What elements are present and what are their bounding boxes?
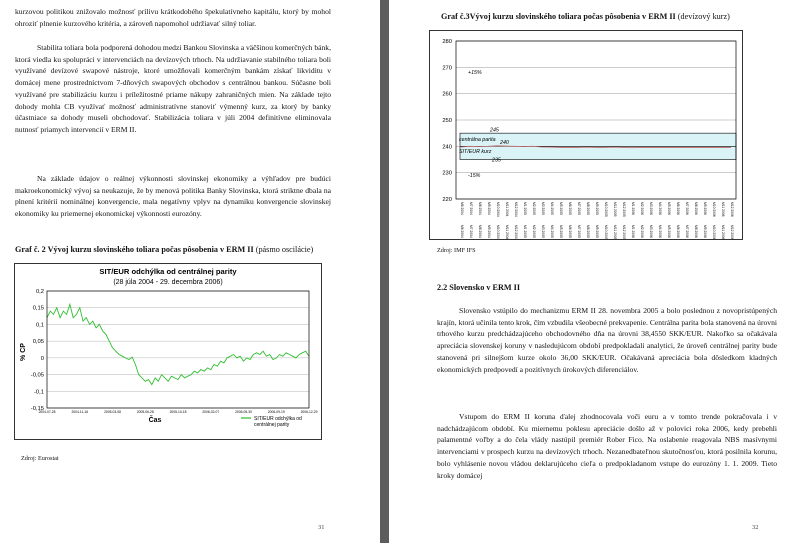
chart-2-x-tick-label: M3 2006 [649, 202, 653, 215]
chart-1-y-tick-label: 0,2 [35, 289, 44, 295]
chart-2-x-tick-label: M6 2004 [460, 202, 464, 215]
source-left: Zdroj: Eurostat [21, 455, 59, 462]
chart-2-x-tick-label-repeat: M1 2005 [523, 225, 527, 238]
chart-2-x-tick-label-repeat: M9 2006 [703, 225, 707, 238]
chart-2-x-tick-label-repeat: M12 2006 [730, 225, 734, 239]
chart-2-x-tick-label-repeat: M5 2005 [559, 225, 563, 238]
chart-1-y-tick-label: -0,1 [34, 389, 44, 396]
chart-2-x-tick-label: M1 2006 [631, 202, 635, 215]
paragraph-right-2-text: Vstupom do ERM II koruna ďalej zhodnocovala voči euru a v tomto trende pokračovala i v nadchádzajúcom období. Ku miernemu poklesu apreciácie došlo až v polovici roka 2006, kedy prebehli palamentné voľby a do čela vlády nastúpil premiér Rober Fico. Na oslabenie reagovala NBS masívnymi intervenciami v prospech kurzu na devízových trhoch. Nezanedbateľnou skutočnosťou, ktorá posilnila korunu, bolo vyhlásenie novou vládou deklarujúceho cieľa o predpokladanom vstupe do eurozóny 1. 1. 2009. Tieto kroky domácej [437, 412, 777, 480]
chart-2-y-tick-label: 280 [442, 39, 452, 45]
chart-1-x-ticks [39, 410, 318, 414]
chart-1-x-tick-label: 2006-02-07 [202, 410, 220, 414]
chart-2-x-tick-label: M3 2005 [541, 202, 545, 215]
chart-1-x-tick-label: 2006-12-29 [300, 410, 318, 414]
chart-1-ylabel: % CP [20, 343, 27, 361]
chart-2-x-tick-label-repeat: M6 2005 [568, 225, 572, 238]
chart-1-y-tick-label: -0,05 [30, 372, 44, 379]
chart-1-x-tick-label: 2005-03-08 [104, 410, 121, 414]
section-heading: 2.2 Slovensko v ERM II [437, 283, 521, 292]
chart-1-series-line [47, 304, 309, 384]
caption-3-normal: (devízový kurz) [677, 12, 730, 21]
paragraph-2 [15, 42, 331, 136]
chart-2-x-tick-label: M11 2005 [613, 202, 617, 217]
chart-1-plot-frame [47, 291, 309, 408]
chart-2-x-tick-label-repeat: M3 2006 [649, 225, 653, 238]
chart-2-x-tick-label-repeat: M1 2006 [631, 225, 635, 238]
chart-2-y-ticks [442, 39, 452, 203]
chart-sit-eur-exchange-rate [429, 30, 743, 240]
chart-2-x-tick-label: M7 2006 [685, 202, 689, 215]
chart-2-x-tick-label-repeat: M11 2006 [721, 225, 725, 239]
chart-2-y-tick-label: 250 [442, 118, 452, 124]
chart-2-x-tick-label: M2 2006 [640, 202, 644, 215]
chart-2-x-tick-label: M7 2005 [577, 202, 581, 215]
chart-2-x-tick-label: M9 2005 [595, 202, 599, 215]
paragraph-3-text: Na základe údajov o reálnej výkonnosti slovinskej ekonomiky a výhľadov pre budúci makroekonomický vývoj sa neukazuje, že by menová politika Banky Slovinska, ktorá striktne dbala na plnení kritérií nominálnej konvergencie, mala negatívny vplyv na dynamiku konvergencie slovinskej ekonomiky ku priemernej ekonomickej výkonnosti eurozóny. [15, 174, 331, 219]
chart-2-x-tick-label: M1 2005 [523, 202, 527, 215]
chart-2-annotation-minus15: -15% [468, 173, 481, 180]
chart-2-x-tick-label-repeat: M8 2004 [478, 225, 482, 238]
chart-2-x-tick-label-repeat: M10 2005 [604, 225, 608, 239]
chart-2-x-tick-label: M12 2004 [514, 202, 518, 217]
chart-2-y-tick-label: 230 [442, 170, 452, 177]
chart-2-x-tick-label-repeat: M12 2005 [622, 225, 626, 239]
chart-1-x-tick-label: 2006-05-30 [235, 410, 252, 414]
chart-2-x-tick-label-repeat: M7 2005 [577, 225, 581, 238]
document-page-right [389, 0, 800, 543]
chart-2-x-tick-label: M4 2006 [658, 202, 662, 215]
chart-2-x-tick-label-repeat: M7 2006 [685, 225, 689, 238]
chart-1-title: SIT/EUR odchýlka od centrálnej parity [99, 267, 237, 276]
chart-1-x-tick-label: 2004-07-28 [38, 410, 56, 414]
chart-1-y-tick-label: 0 [40, 355, 44, 362]
chart-2-x-tick-label-repeat: M2 2005 [532, 225, 536, 238]
page-number-right: 32 [752, 524, 759, 531]
chart-1-x-tick-label: 2005-10-18 [169, 410, 187, 414]
chart-2-x-tick-label: M6 2006 [676, 202, 680, 215]
document-page-left [0, 0, 380, 543]
chart-2-x-tick-label: M9 2006 [703, 202, 707, 215]
chart-1-x-tick-label: 2005-06-28 [136, 410, 154, 414]
chart-1-subtitle: (28 júla 2004 - 29. decembra 2006) [113, 279, 223, 286]
paragraph-right-1 [437, 305, 777, 375]
chart-2-x-tick-label: M2 2005 [532, 202, 536, 215]
chart-2-x-tick-label: M10 2006 [712, 202, 716, 217]
chart-2-x-tick-label: M4 2005 [550, 202, 554, 215]
chart-1-y-tick-label: 0,15 [32, 305, 44, 312]
chart-2-x-tick-label: M8 2005 [586, 202, 590, 215]
chart-2-annotation-kurz: SIT/EUR kurz [459, 149, 492, 156]
chart-2-x-tick-label-repeat: M10 2006 [712, 225, 716, 239]
paragraph-1: kurzovou politikou znižovalo možnosť prílivu krátkodobého špekulatívneho kapitálu, ktorý by mohol ohroziť plnenie kurzového kritéria, a zároveň napomohol udržiavať silný toliar. [15, 7, 331, 28]
chart-2-x-tick-label: M12 2005 [622, 202, 626, 217]
chart-2-x-tick-label-repeat: M2 2006 [640, 225, 644, 238]
caption-3-bold: Graf č.3Vývoj kurzu slovinského toliara počas pôsobenia v ERM II [441, 12, 676, 21]
chart-2-y-tick-label: 260 [442, 91, 452, 98]
page-gap [380, 0, 389, 543]
chart-2-y-tick-label: 240 [442, 144, 452, 151]
chart-1-y-tick-label: 0,05 [32, 339, 44, 346]
paragraph-3 [15, 173, 331, 220]
chart-2-x-tick-label: M10 2004 [496, 202, 500, 217]
chart-2-x-ticks-upper [460, 202, 734, 217]
chart-2-x-tick-label-repeat: M7 2004 [469, 225, 473, 238]
chart-1-legend-label: SIT/EUR odchýlka od centrálnej parity [254, 416, 302, 428]
chart-2-x-ticks-lower [460, 225, 734, 239]
chart-1-y-tick-label: 0,1 [35, 322, 44, 329]
chart-2-annotation-245: 245 [490, 127, 499, 134]
figure-caption-2 [15, 245, 313, 254]
chart-1-y-ticks [31, 289, 44, 412]
chart-1-x-tick-label: 2004-11-16 [71, 410, 89, 414]
paragraph-right-1-text: Slovensko vstúpilo do mechanizmu ERM II 28. novembra 2005 a bolo poslednou z novopristúpených krajín, ktorá učinila tento krok, čím vzbudila všeobecné prekvapenie. Centrálna parita bola stanovená na úrovni trhového kurzu predchádzajúceho obchodovného dňa na úrovni 38,4550 SKK/EUR. Nakoľko sa očakávala apreciácia slovenskej koruny v nasledujúcom období predpokladali analytici, že úroveň centrálnej parity bude stanovená pri silnejšom kurze okolo 36,00 SKK/EUR. Očakávaná apreciácia bola dôsledkom kladných ekonomických predpovedí a pozitívnych úrokových diferenciálov. [437, 306, 777, 374]
chart-sit-eur-deviation [14, 263, 322, 440]
figure-caption-3 [441, 12, 730, 21]
paragraph-2-text: Stabilita toliara bola podporená dohodou medzi Bankou Slovinska a väčšinou komerčných bánk, ktorá viedla ku spolupráci v intervenciách na devízových trhoch. Na udržiavanie stabilného toliara boli využívané devízové swapové nástroje, ktoré umožňovali komerčným bankám získať likviditu v domácej mene prostredníctvom 7-dňových swapových obchodov s centrálnou bankou. Súčasne boli využívané pre stabilizáciu kurzu i príležitostné priame nákupy zahraničných mien. Na základe tejto dohody mohla CB využívať možnosť administratívne stanoviť výmenný kurz, za ktorý by banky účastniace sa dohody museli obchodovať. Stabilizácia toliara v júli 2004 definitívne eliminovala nutnosť priamych intervencií v ERM II. [15, 43, 331, 134]
chart-2-x-tick-label-repeat: M9 2005 [595, 225, 599, 238]
source-right: Zdroj: IMF IFS [437, 247, 476, 254]
chart-2-x-tick-label: M11 2006 [721, 202, 725, 217]
chart-1-grid [47, 291, 309, 408]
chart-2-annotation-central-parity: centrálna parita [459, 136, 496, 143]
chart-2-x-tick-label-repeat: M8 2005 [586, 225, 590, 238]
chart-2-annotation-plus15: +15% [468, 69, 482, 76]
page-number-left: 31 [318, 524, 325, 531]
chart-2-svg [430, 31, 742, 239]
chart-1-x-tick-label: 2006-09-19 [267, 410, 285, 414]
caption-2-normal: (pásmo oscilácie) [255, 245, 314, 254]
chart-2-x-tick-label-repeat: M11 2005 [613, 225, 617, 239]
paragraph-right-2 [437, 411, 777, 481]
chart-2-x-tick-label: M5 2005 [559, 202, 563, 215]
chart-2-x-tick-label-repeat: M6 2006 [676, 225, 680, 238]
chart-2-x-tick-label-repeat: M5 2006 [667, 225, 671, 238]
chart-2-x-tick-label: M6 2005 [568, 202, 572, 215]
chart-1-svg [15, 264, 321, 439]
chart-2-x-tick-label: M8 2006 [694, 202, 698, 215]
chart-2-grid [456, 41, 736, 199]
chart-2-x-tick-label: M10 2005 [604, 202, 608, 217]
chart-2-x-tick-label: M11 2004 [505, 202, 509, 217]
chart-2-x-tick-label: M12 2006 [730, 202, 734, 217]
chart-1-y-tick-label: -0,15 [30, 406, 44, 412]
chart-1-xlabel: Čas [148, 417, 162, 424]
chart-2-y-tick-label: 270 [442, 65, 452, 72]
chart-2-x-tick-label-repeat: M8 2006 [694, 225, 698, 238]
chart-2-annotation-240: 240 [500, 139, 509, 146]
chart-2-x-tick-label: M7 2004 [469, 202, 473, 215]
chart-2-x-tick-label-repeat: M6 2004 [460, 225, 464, 238]
chart-2-x-tick-label-repeat: M10 2004 [496, 225, 500, 239]
caption-2-bold: Graf č. 2 Vývoj kurzu slovinského toliara počas pôsobenia v ERM II [15, 245, 254, 254]
chart-2-x-tick-label-repeat: M12 2004 [514, 225, 518, 239]
chart-2-x-tick-label-repeat: M9 2004 [487, 225, 491, 238]
chart-2-x-tick-label-repeat: M4 2005 [550, 225, 554, 238]
chart-2-x-tick-label-repeat: M3 2005 [541, 225, 545, 238]
chart-2-annotation-235: 235 [492, 157, 501, 164]
chart-2-y-tick-label: 220 [442, 197, 452, 203]
chart-2-x-tick-label: M5 2006 [667, 202, 671, 215]
chart-2-x-tick-label-repeat: M4 2006 [658, 225, 662, 238]
chart-2-x-tick-label: M9 2004 [487, 202, 491, 215]
chart-2-x-tick-label-repeat: M11 2004 [505, 225, 509, 239]
chart-2-x-tick-label: M8 2004 [478, 202, 482, 215]
